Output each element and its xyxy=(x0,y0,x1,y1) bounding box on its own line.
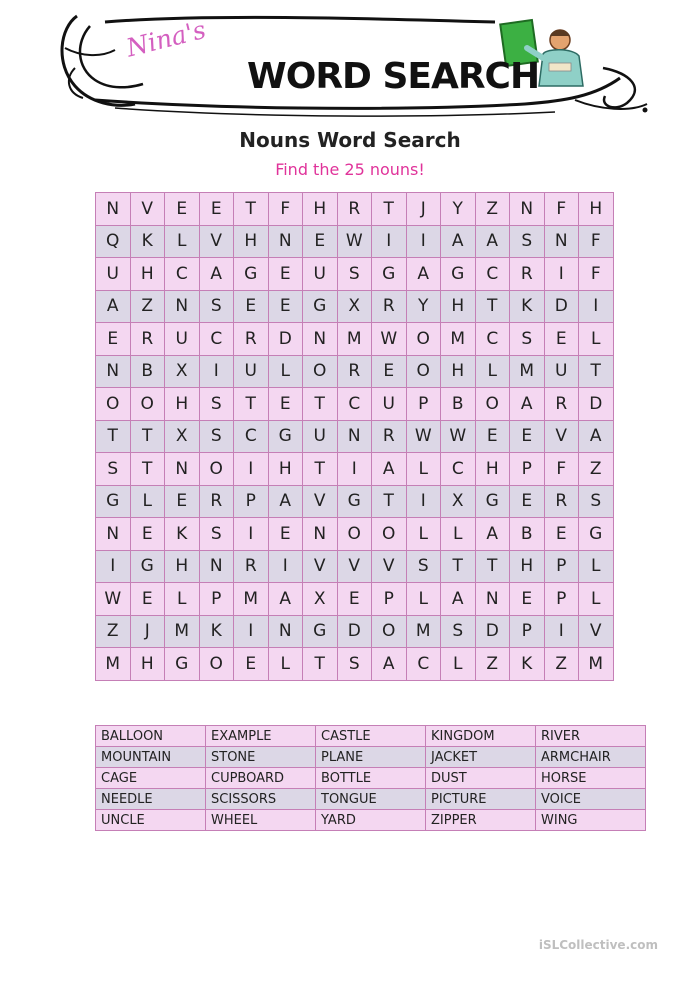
grid-cell: E xyxy=(372,355,407,388)
grid-cell: F xyxy=(579,225,614,258)
grid-cell: A xyxy=(268,583,303,616)
grid-cell: G xyxy=(303,290,338,323)
grid-cell: O xyxy=(406,323,441,356)
grid-cell: O xyxy=(199,648,234,681)
grid-cell: R xyxy=(372,290,407,323)
grid-cell: N xyxy=(303,518,338,551)
grid-cell: D xyxy=(579,388,614,421)
grid-row xyxy=(96,225,614,258)
grid-cell: R xyxy=(130,323,165,356)
grid-cell: U xyxy=(165,323,200,356)
word-list-item: ZIPPER xyxy=(426,810,536,831)
grid-cell: E xyxy=(303,225,338,258)
word-list-row xyxy=(96,768,646,789)
grid-cell: E xyxy=(130,518,165,551)
grid-cell: R xyxy=(372,420,407,453)
grid-cell: R xyxy=(234,550,269,583)
word-list xyxy=(95,725,646,831)
word-list-item: VOICE xyxy=(536,789,646,810)
grid-cell: Z xyxy=(475,193,510,226)
grid-cell: H xyxy=(130,258,165,291)
grid-cell: C xyxy=(441,453,476,486)
word-list-row xyxy=(96,789,646,810)
grid-cell: R xyxy=(234,323,269,356)
word-list-item: WING xyxy=(536,810,646,831)
grid-cell: S xyxy=(441,615,476,648)
word-list-item: PLANE xyxy=(316,747,426,768)
grid-cell: G xyxy=(475,485,510,518)
grid-cell: N xyxy=(475,583,510,616)
brand-label: Nina's xyxy=(123,14,209,63)
grid-row xyxy=(96,388,614,421)
grid-cell: H xyxy=(165,550,200,583)
grid-cell: K xyxy=(510,648,545,681)
word-list-row xyxy=(96,726,646,747)
grid-cell: G xyxy=(441,258,476,291)
grid-row xyxy=(96,615,614,648)
grid-cell: I xyxy=(234,453,269,486)
grid-cell: O xyxy=(199,453,234,486)
grid-cell: S xyxy=(96,453,131,486)
grid-cell: D xyxy=(337,615,372,648)
grid-cell: N xyxy=(337,420,372,453)
grid-cell: E xyxy=(165,485,200,518)
grid-cell: X xyxy=(441,485,476,518)
grid-row xyxy=(96,355,614,388)
grid-cell: A xyxy=(579,420,614,453)
grid-cell: K xyxy=(130,225,165,258)
grid-cell: E xyxy=(96,323,131,356)
grid-cell: T xyxy=(234,193,269,226)
grid-cell: H xyxy=(234,225,269,258)
grid-row xyxy=(96,323,614,356)
grid-cell: U xyxy=(303,258,338,291)
grid-cell: W xyxy=(406,420,441,453)
grid-cell: S xyxy=(199,388,234,421)
grid-cell: O xyxy=(337,518,372,551)
grid-cell: E xyxy=(510,420,545,453)
word-list-item: CAGE xyxy=(96,768,206,789)
grid-row xyxy=(96,290,614,323)
word-list-item: BALLOON xyxy=(96,726,206,747)
grid-cell: C xyxy=(475,258,510,291)
grid-cell: X xyxy=(165,355,200,388)
grid-cell: T xyxy=(475,550,510,583)
grid-cell: T xyxy=(130,453,165,486)
grid-cell: M xyxy=(96,648,131,681)
grid-cell: X xyxy=(165,420,200,453)
grid-cell: Z xyxy=(130,290,165,323)
grid-cell: K xyxy=(165,518,200,551)
grid-cell: C xyxy=(199,323,234,356)
grid-cell: Z xyxy=(579,453,614,486)
grid-cell: Z xyxy=(475,648,510,681)
grid-row xyxy=(96,583,614,616)
grid-cell: I xyxy=(234,615,269,648)
grid-cell: L xyxy=(165,225,200,258)
grid-cell: T xyxy=(372,193,407,226)
grid-cell: X xyxy=(303,583,338,616)
grid-cell: S xyxy=(510,323,545,356)
grid-cell: N xyxy=(199,550,234,583)
grid-cell: G xyxy=(579,518,614,551)
grid-cell: T xyxy=(130,420,165,453)
watermark: iSLCollective.com xyxy=(538,938,658,952)
grid-cell: O xyxy=(303,355,338,388)
grid-cell: J xyxy=(406,193,441,226)
grid-cell: Y xyxy=(441,193,476,226)
grid-cell: L xyxy=(441,518,476,551)
grid-cell: P xyxy=(510,453,545,486)
grid-cell: N xyxy=(96,355,131,388)
grid-cell: O xyxy=(475,388,510,421)
grid-cell: T xyxy=(96,420,131,453)
grid-cell: M xyxy=(337,323,372,356)
grid-cell: G xyxy=(130,550,165,583)
grid-cell: M xyxy=(165,615,200,648)
word-list-item: CUPBOARD xyxy=(206,768,316,789)
grid-cell: F xyxy=(544,193,579,226)
grid-row xyxy=(96,550,614,583)
grid-cell: L xyxy=(579,323,614,356)
grid-cell: E xyxy=(234,648,269,681)
word-list-row xyxy=(96,810,646,831)
grid-cell: M xyxy=(234,583,269,616)
header-banner xyxy=(55,8,655,120)
grid-cell: C xyxy=(165,258,200,291)
grid-cell: P xyxy=(510,615,545,648)
grid-cell: I xyxy=(199,355,234,388)
grid-cell: A xyxy=(406,258,441,291)
grid-cell: S xyxy=(199,290,234,323)
grid-cell: U xyxy=(234,355,269,388)
word-list-item: DUST xyxy=(426,768,536,789)
word-list-item: SCISSORS xyxy=(206,789,316,810)
grid-cell: K xyxy=(510,290,545,323)
grid-cell: L xyxy=(268,648,303,681)
grid-cell: T xyxy=(234,388,269,421)
grid-cell: C xyxy=(234,420,269,453)
grid-cell: M xyxy=(406,615,441,648)
word-list-item: JACKET xyxy=(426,747,536,768)
grid-cell: W xyxy=(96,583,131,616)
grid-cell: I xyxy=(579,290,614,323)
grid-cell: W xyxy=(441,420,476,453)
grid-cell: H xyxy=(303,193,338,226)
grid-cell: S xyxy=(337,648,372,681)
grid-cell: V xyxy=(544,420,579,453)
grid-cell: G xyxy=(303,615,338,648)
grid-cell: E xyxy=(475,420,510,453)
grid-cell: I xyxy=(406,225,441,258)
grid-cell: G xyxy=(268,420,303,453)
grid-cell: U xyxy=(372,388,407,421)
grid-cell: L xyxy=(579,550,614,583)
grid-cell: G xyxy=(372,258,407,291)
grid-cell: O xyxy=(130,388,165,421)
grid-cell: Z xyxy=(96,615,131,648)
grid-cell: I xyxy=(372,225,407,258)
grid-cell: S xyxy=(337,258,372,291)
word-list-item: YARD xyxy=(316,810,426,831)
grid-cell: A xyxy=(372,453,407,486)
grid-cell: I xyxy=(544,615,579,648)
grid-cell: O xyxy=(372,615,407,648)
grid-row xyxy=(96,485,614,518)
top-rule xyxy=(105,17,495,22)
word-list-item: RIVER xyxy=(536,726,646,747)
grid-cell: C xyxy=(337,388,372,421)
grid-cell: A xyxy=(441,225,476,258)
grid-cell: T xyxy=(475,290,510,323)
grid-cell: C xyxy=(406,648,441,681)
word-search-grid xyxy=(95,192,614,681)
grid-cell: U xyxy=(303,420,338,453)
word-list-item: BOTTLE xyxy=(316,768,426,789)
grid-cell: D xyxy=(268,323,303,356)
grid-cell: E xyxy=(510,485,545,518)
grid-cell: N xyxy=(165,290,200,323)
grid-cell: D xyxy=(475,615,510,648)
grid-cell: F xyxy=(544,453,579,486)
word-list-item: HORSE xyxy=(536,768,646,789)
grid-row xyxy=(96,258,614,291)
grid-cell: E xyxy=(130,583,165,616)
grid-cell: L xyxy=(441,648,476,681)
grid-cell: P xyxy=(544,550,579,583)
grid-cell: A xyxy=(372,648,407,681)
grid-cell: N xyxy=(544,225,579,258)
word-list-item: ARMCHAIR xyxy=(536,747,646,768)
grid-cell: L xyxy=(130,485,165,518)
grid-cell: I xyxy=(96,550,131,583)
banner-title: WORD SEARCH xyxy=(247,56,540,97)
grid-cell: W xyxy=(337,225,372,258)
grid-cell: R xyxy=(199,485,234,518)
grid-cell: I xyxy=(406,485,441,518)
grid-cell: A xyxy=(475,225,510,258)
grid-cell: V xyxy=(579,615,614,648)
grid-cell: M xyxy=(441,323,476,356)
grid-cell: A xyxy=(441,583,476,616)
grid-cell: Y xyxy=(406,290,441,323)
grid-cell: E xyxy=(268,290,303,323)
grid-cell: L xyxy=(406,518,441,551)
word-list-item: CASTLE xyxy=(316,726,426,747)
grid-cell: J xyxy=(130,615,165,648)
grid-cell: L xyxy=(406,453,441,486)
grid-cell: H xyxy=(510,550,545,583)
grid-cell: L xyxy=(165,583,200,616)
word-list-item: KINGDOM xyxy=(426,726,536,747)
grid-cell: V xyxy=(337,550,372,583)
grid-cell: C xyxy=(475,323,510,356)
word-list-item: PICTURE xyxy=(426,789,536,810)
grid-cell: E xyxy=(544,323,579,356)
grid-cell: N xyxy=(268,225,303,258)
grid-cell: R xyxy=(510,258,545,291)
grid-cell: N xyxy=(96,193,131,226)
grid-cell: R xyxy=(544,388,579,421)
grid-cell: F xyxy=(579,258,614,291)
word-list-item: UNCLE xyxy=(96,810,206,831)
grid-cell: H xyxy=(475,453,510,486)
grid-cell: G xyxy=(337,485,372,518)
grid-cell: I xyxy=(337,453,372,486)
grid-cell: E xyxy=(199,193,234,226)
grid-cell: E xyxy=(268,258,303,291)
grid-cell: V xyxy=(372,550,407,583)
word-list-item: MOUNTAIN xyxy=(96,747,206,768)
grid-row xyxy=(96,453,614,486)
grid-row xyxy=(96,648,614,681)
grid-cell: T xyxy=(579,355,614,388)
grid-cell: S xyxy=(199,420,234,453)
grid-cell: H xyxy=(130,648,165,681)
grid-cell: P xyxy=(234,485,269,518)
grid-cell: Z xyxy=(544,648,579,681)
grid-cell: L xyxy=(475,355,510,388)
grid-cell: I xyxy=(234,518,269,551)
grid-cell: H xyxy=(268,453,303,486)
word-list-item: EXAMPLE xyxy=(206,726,316,747)
grid-cell: M xyxy=(510,355,545,388)
grid-cell: P xyxy=(406,388,441,421)
grid-cell: R xyxy=(337,355,372,388)
word-list-item: STONE xyxy=(206,747,316,768)
grid-row xyxy=(96,193,614,226)
grid-cell: B xyxy=(130,355,165,388)
grid-cell: A xyxy=(510,388,545,421)
word-list-item: TONGUE xyxy=(316,789,426,810)
word-list-item: WHEEL xyxy=(206,810,316,831)
grid-cell: S xyxy=(510,225,545,258)
grid-cell: A xyxy=(475,518,510,551)
grid-cell: B xyxy=(441,388,476,421)
grid-cell: N xyxy=(268,615,303,648)
grid-cell: O xyxy=(372,518,407,551)
grid-cell: U xyxy=(544,355,579,388)
grid-cell: I xyxy=(268,550,303,583)
grid-cell: E xyxy=(268,518,303,551)
grid-cell: S xyxy=(199,518,234,551)
grid-cell: N xyxy=(510,193,545,226)
grid-cell: U xyxy=(96,258,131,291)
grid-cell: M xyxy=(579,648,614,681)
word-list-item: NEEDLE xyxy=(96,789,206,810)
grid-cell: P xyxy=(372,583,407,616)
grid-cell: K xyxy=(199,615,234,648)
grid-cell: W xyxy=(372,323,407,356)
grid-cell: T xyxy=(303,453,338,486)
grid-row xyxy=(96,420,614,453)
grid-cell: I xyxy=(544,258,579,291)
grid-cell: V xyxy=(303,550,338,583)
grid-cell: T xyxy=(303,388,338,421)
grid-cell: S xyxy=(406,550,441,583)
grid-cell: T xyxy=(372,485,407,518)
grid-cell: E xyxy=(268,388,303,421)
grid-cell: E xyxy=(165,193,200,226)
grid-cell: R xyxy=(544,485,579,518)
grid-cell: T xyxy=(441,550,476,583)
grid-cell: N xyxy=(303,323,338,356)
word-list-row xyxy=(96,747,646,768)
grid-cell: T xyxy=(303,648,338,681)
grid-cell: V xyxy=(199,225,234,258)
right-flourish-icon xyxy=(603,68,635,107)
grid-cell: L xyxy=(579,583,614,616)
grid-cell: G xyxy=(165,648,200,681)
grid-cell: E xyxy=(544,518,579,551)
grid-cell: V xyxy=(130,193,165,226)
grid-cell: L xyxy=(268,355,303,388)
grid-cell: V xyxy=(303,485,338,518)
grid-cell: E xyxy=(234,290,269,323)
grid-cell: P xyxy=(199,583,234,616)
grid-cell: G xyxy=(96,485,131,518)
grid-cell: R xyxy=(337,193,372,226)
grid-cell: A xyxy=(96,290,131,323)
grid-cell: H xyxy=(579,193,614,226)
grid-cell: B xyxy=(510,518,545,551)
grid-cell: A xyxy=(199,258,234,291)
instructions: Find the 25 nouns! xyxy=(275,160,425,179)
grid-cell: Q xyxy=(96,225,131,258)
grid-cell: O xyxy=(406,355,441,388)
grid-cell: N xyxy=(96,518,131,551)
grid-cell: S xyxy=(579,485,614,518)
grid-cell: H xyxy=(441,290,476,323)
grid-cell: H xyxy=(165,388,200,421)
grid-cell: D xyxy=(544,290,579,323)
grid-cell: F xyxy=(268,193,303,226)
grid-cell: E xyxy=(510,583,545,616)
grid-cell: N xyxy=(165,453,200,486)
grid-cell: E xyxy=(337,583,372,616)
grid-cell: G xyxy=(234,258,269,291)
grid-cell: X xyxy=(337,290,372,323)
grid-cell: H xyxy=(441,355,476,388)
grid-cell: A xyxy=(268,485,303,518)
page-title: Nouns Word Search xyxy=(239,128,461,152)
grid-row xyxy=(96,518,614,551)
grid-cell: O xyxy=(96,388,131,421)
grid-cell: P xyxy=(544,583,579,616)
grid-cell: L xyxy=(406,583,441,616)
